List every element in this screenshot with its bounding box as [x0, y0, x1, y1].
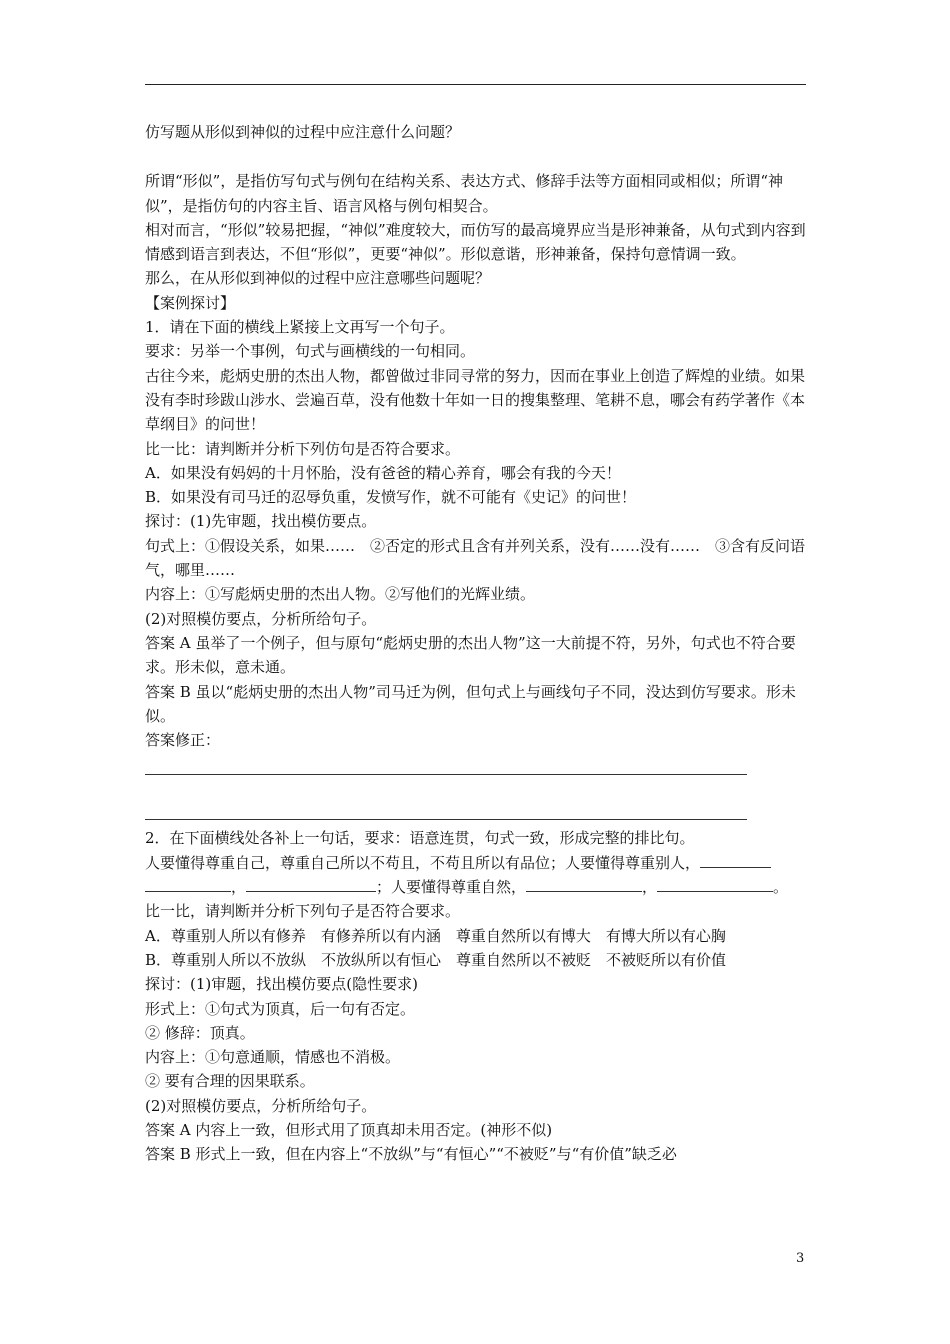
case1-line: A．如果没有妈妈的十月怀胎，没有爸爸的精心养育，哪会有我的今天！	[145, 463, 621, 482]
fill-text-a: 人要懂得尊重自己，尊重自己所以不苟且，不苟且所以有品位；人要懂得尊重别人，	[145, 853, 701, 872]
case2-line: 形式上：①句式为顶真，后一句有否定。	[145, 999, 416, 1018]
page-number: 3	[796, 1251, 805, 1266]
case2-line: (2)对照模仿要点，分析所给句子。	[145, 1096, 377, 1115]
intro-paragraph-2: 相对而言，“形似”较易把握，“神似”难度较大，而仿写的最高境界应当是形神兼备，从句式到内容到情感到语言到表达，不但“形似”，更要“神似”。形似意谐，形神兼备，保持句意情调一致。	[145, 220, 806, 264]
case1-line: (2)对照模仿要点，分析所给句子。	[145, 609, 377, 628]
case1-line: B．如果没有司马迁的忍辱负重，发愤写作，就不可能有《史记》的问世！	[145, 488, 637, 507]
header-rule	[145, 84, 806, 85]
case2-line: 答案 A 内容上一致，但形式用了顶真却未用否定。(神形不似)	[145, 1120, 553, 1139]
case1-line: 答案修正：	[145, 731, 221, 750]
case2-line: 探讨：(1)审题，找出模仿要点(隐性要求)	[145, 975, 418, 994]
case2-line: ② 修辞：顶真。	[145, 1023, 255, 1042]
case1-line: 答案 B 虽以“彪炳史册的杰出人物”司马迁为例，但句式上与画线句子不同，没达到仿写要求。形未似。	[145, 682, 796, 725]
case2-question: 2．在下面横线处各补上一句话，要求：语意连贯，句式一致，形成完整的排比句。	[145, 829, 695, 848]
case2-line: 答案 B 形式上一致，但在内容上“不放纵”与“有恒心”“不被贬”与“有价值”缺乏必	[145, 1145, 677, 1164]
case2-line: A．尊重别人所以有修养 有修养所以有内涵 尊重自然所以有博大 有博大所以有心胸	[145, 926, 726, 945]
fill-text-c: ；人要懂得尊重自然，	[376, 878, 527, 897]
fill-blank-3[interactable]	[526, 877, 642, 892]
fill-text-e: 。	[773, 878, 789, 897]
case2-line: 内容上：①句意通顺，情感也不消极。	[145, 1048, 401, 1067]
document-body	[145, 120, 808, 1167]
case1-line: 答案 A 虽举了一个例子，但与原句“彪炳史册的杰出人物”这一大前提不符，另外，句式也不符合要求。形未似，意未通。	[145, 633, 796, 677]
intro-paragraph-1: 所谓“形似”，是指仿写句式与例句在结构关系、表达方式、修辞手法等方面相同或相似；所谓“神似”，是指仿句的内容主旨、语言风格与例句相契合。	[145, 172, 784, 215]
case1-line: 古往今来，彪炳史册的杰出人物，都曾做过非同寻常的努力，因而在事业上创造了辉煌的业绩。如果没有李时珍跋山涉水、尝遍百草，没有他数十年如一日的搜集整理、笔耕不息，哪会有药学著作《本草纲目》的问世！	[145, 366, 806, 434]
fill-blank-1b[interactable]	[145, 877, 231, 892]
fill-text-d: ，	[642, 878, 658, 897]
fill-blank-4[interactable]	[657, 877, 773, 892]
case1-line: 句式上：①假设关系，如果…… ②否定的形式且含有并列关系，没有……没有…… ③含有反问语气，哪里……	[145, 536, 806, 580]
intro-paragraph-3: 那么，在从形似到神似的过程中应注意哪些问题呢？	[145, 269, 491, 288]
case1-line: 内容上：①写彪炳史册的杰出人物。②写他们的光辉业绩。	[145, 585, 536, 604]
case1-line: 要求：另举一个事例，句式与画横线的一句相同。	[145, 342, 476, 361]
fill-blank-2[interactable]	[246, 877, 376, 892]
case2-fill-sentence	[145, 851, 808, 900]
section-title: 【案例探讨】	[145, 293, 236, 312]
question-heading: 仿写题从形似到神似的过程中应注意什么问题？	[145, 123, 461, 141]
fill-blank-1[interactable]	[700, 853, 771, 868]
case2-line: B．尊重别人所以不放纵 不放纵所以有恒心 尊重自然所以不被贬 不被贬所以有价值	[145, 950, 727, 969]
fill-text-b: ，	[231, 878, 247, 897]
case1-line: 1．请在下面的横线上紧接上文再写一个句子。	[145, 318, 455, 337]
case1-line: 探讨：(1)先审题，找出模仿要点。	[145, 512, 377, 531]
case1-line: 比一比：请判断并分析下列仿句是否符合要求。	[145, 439, 461, 458]
case2-line: 比一比，请判断并分析下列句子是否符合要求。	[145, 902, 461, 921]
case2-line: ② 要有合理的因果联系。	[145, 1072, 315, 1091]
